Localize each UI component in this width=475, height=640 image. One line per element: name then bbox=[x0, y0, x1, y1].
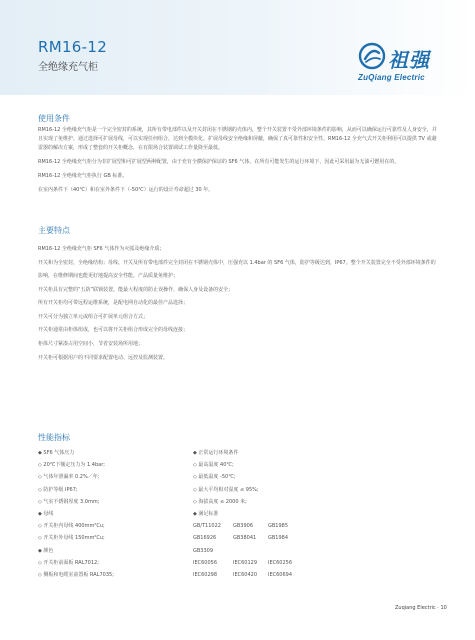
spec-value: ◇ 开关柜内母线 400mm²Cu; bbox=[38, 523, 105, 530]
spec-value: ◇ 防护等级 IP67; bbox=[38, 486, 78, 493]
feature-item: 所有开关柜均可带远程运维系统，是配电网自动化的最佳产品选择； bbox=[38, 300, 189, 307]
footer-company: Zuqiang Electric bbox=[395, 605, 436, 611]
standard-code: IEC60256 bbox=[268, 559, 293, 566]
page-number: 10 bbox=[440, 605, 447, 611]
standard-code: GB1984 bbox=[268, 535, 289, 542]
usage-paragraph-4: 在室内条件下（40℃）和在室外条件下（-50℃）运行的设计寿命超过 30 年。 bbox=[38, 187, 214, 193]
standard-code: IEC60129 bbox=[233, 559, 258, 566]
spec-label: ◆ 母线 bbox=[38, 510, 54, 517]
spec-value: ◇ 海拔高度 ≤ 2000 米; bbox=[193, 498, 247, 505]
spec-value: ◇ 气室不锈钢厚度 3.0mm; bbox=[38, 498, 100, 505]
standard-code: GB3309 bbox=[193, 547, 214, 554]
product-subtitle: 全绝缘充气柜 bbox=[38, 62, 98, 73]
spec-value: ◇ 最低温度 -50℃; bbox=[193, 474, 236, 481]
features-list bbox=[38, 243, 438, 365]
spec-label: ◆ 正常运行环境条件 bbox=[193, 450, 239, 456]
standard-code: GB3906 bbox=[233, 523, 254, 530]
feature-item: 开关柜通常由柜体组成，也可以将开关柜组合形成完全的母线连接； bbox=[38, 327, 189, 334]
product-title: RM16-12 bbox=[38, 38, 108, 56]
spec-value: ◇ 气体年泄漏率 0.2%／年; bbox=[38, 474, 100, 481]
company-logo bbox=[358, 42, 442, 86]
zuqiang-logo-icon bbox=[358, 42, 386, 70]
standard-code: IEC60694 bbox=[268, 571, 293, 578]
feature-item: 开关可分为独立单元或组合可扩展单元组合方式； bbox=[38, 313, 149, 320]
standard-code: GB/T11022 bbox=[193, 523, 221, 530]
standard-code: IEC60056 bbox=[193, 559, 218, 566]
features-heading: 主要特点 bbox=[38, 226, 70, 235]
feature-item: 开关柜具有完整的“五防”联锁装置，能最大程度的防止误操作，确保人身及设备的安全； bbox=[38, 286, 234, 293]
standard-code: IEC60420 bbox=[233, 571, 258, 578]
spec-label: ◆ 颜色 bbox=[38, 547, 54, 554]
feature-item: 开关柜可根据用户的不同要求配置电动、远控及监测装置。 bbox=[38, 354, 169, 361]
spec-label: ◆ 满足标准 bbox=[193, 510, 219, 517]
standard-code: GB1985 bbox=[268, 523, 289, 530]
usage-paragraph-2: RM16-12 全绝缘充气柜分为非扩展型和可扩展型两种配置，由于充有全横保护保证的 SF6 气体，在所有可能发生的运行环境下，因此可采用最为无油可燃用在的。 bbox=[38, 159, 400, 165]
standard-code: IEC60298 bbox=[193, 571, 218, 578]
feature-item: RM16-12 全绝缘充气柜 SF6 气体作为灭弧及绝缘介质； bbox=[38, 246, 165, 252]
page-footer bbox=[395, 605, 447, 611]
spec-value: ◇ 20℃下额定压力为 1.4bar; bbox=[38, 462, 105, 469]
usage-heading: 使用条件 bbox=[38, 114, 70, 123]
spec-value: ◇ 最高温度 40℃; bbox=[193, 462, 234, 469]
spec-value: ◇ 开关柜外母线 150mm²Cu; bbox=[38, 535, 105, 542]
feature-item: 柜体尺寸紧凑占用空间小，节省安装场所用地； bbox=[38, 340, 144, 347]
standard-code: GB16926 bbox=[193, 535, 217, 542]
feature-item: 开关和为全密封，全绝缘结构；母线、开关及所有带电部件完全封闭在不锈钢壳体中，压强充以 1.4bar 的 SF6 气体，防护等级达到，IP67。整个开关装置完全不受外部环境条件的影响，在维修期间也能更好地提高安全性能。产品质量免维护； bbox=[38, 259, 436, 280]
usage-paragraph-3: RM16-12 全绝缘充气柜执行 GB 标准。 bbox=[38, 173, 128, 179]
spec-value: ◇ 最大平均相对湿度 ≤ 95%; bbox=[193, 486, 259, 493]
standard-code: GB38041 bbox=[233, 535, 257, 542]
spec-label: ◆ SF6 气体压力 bbox=[38, 450, 75, 456]
specs-heading: 性能指标 bbox=[38, 433, 70, 442]
spec-value: ◇ 开关柜前面板 RAL7012; bbox=[38, 559, 99, 566]
footer-separator: · bbox=[437, 605, 439, 611]
logo-chinese-name: 祖强 bbox=[388, 48, 430, 72]
spec-value: ◇ 侧板和电缆室前置板 RAL7035; bbox=[38, 571, 114, 578]
logo-english-name: ZuQiang Electric bbox=[358, 73, 425, 82]
usage-paragraph-1: RM16-12 全绝缘充气柜是一个完全密封的系统，其所有带电部件以及开关封闭在不锈钢的壳体内，整个开关装置不受外部环境条件的影响，从而可以确保运行可靠性及人身安全，并且实现了免维护。通过选择可扩展母线，可以实现任何组合，达到全模块化。扩展母线安全绝缘和屏蔽，确保了真可靠性和安全性。RM16-12 全充气式开关柜利用可以提供 TV 或避雷器的解决方案，形成了整套的开关柜概念，在有限场合装置调试工作量降至最低。 bbox=[38, 127, 437, 151]
